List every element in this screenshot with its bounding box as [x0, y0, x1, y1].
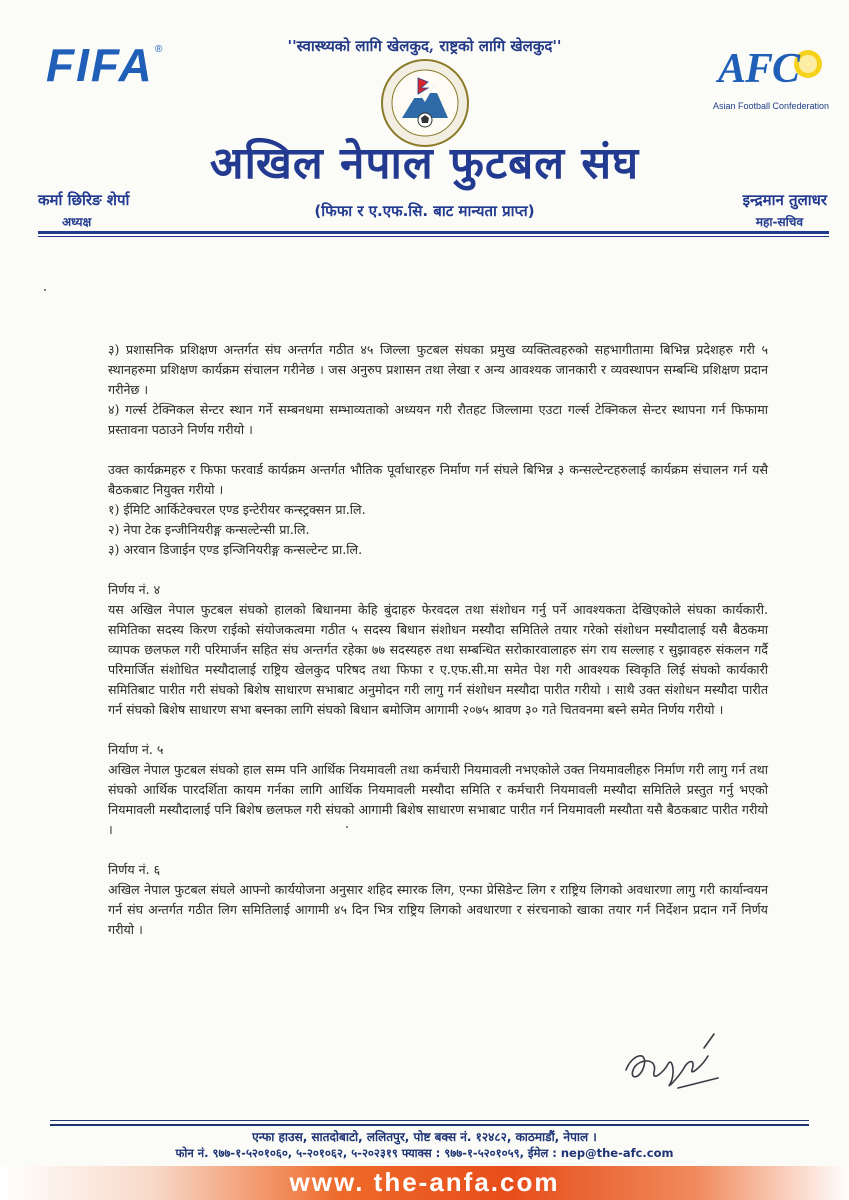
decision-6-paragraph: अखिल नेपाल फुटबल संघले आफ्नो कार्ययोजना अनुसार शहिद स्मारक लिग, एन्फा प्रेसिडेन्ट लिग र राष्ट्रिय लिगको अवधारणा लागु गरी कार्यान्वयन गर्न संघ अन्तर्गत गठीत लिग समितिलाई आगामी ४५ दिन भित्र राष्ट्रिय लिगको अवधारणा र संरचनाको खाका तयार गर्न निर्देशन प्रदान गर्ने निर्णय गरीयो । [108, 882, 768, 937]
president-name: कर्मा छिरिङ शेर्पा [38, 191, 130, 209]
decision-5-paragraph: अखिल नेपाल फुटबल संघको हाल सम्म पनि आर्थिक नियमावली तथा कर्मचारी नियमावली नभएकोले उक्त नियमावलीहरु निर्माण गरी लागु गर्न तथा संघको आर्थिक पारदर्शिता कायम गर्नका लागि आर्थिक नियमावली मस्यौदा समिति र कर्मचारी नियमावली मस्यौदा समितिले प्रस्तुत गर्नु भएको नियमावली मस्यौदालाई पनि बिशेष छलफल गरी संघको आगामी बिशेष साधारण सभाबाट पारीत गर्न नियमावली मस्यौता यसै बैठकबाट पारीत गरीयो । [108, 762, 768, 837]
president-title: अध्यक्ष [62, 215, 92, 229]
footer-website: www. the-anfa.com [289, 1167, 560, 1197]
fifa-registered-mark: ® [155, 44, 163, 55]
consultant-item: १) ईमिटि आर्किटेक्चरल एण्ड इन्टेरीयर कन्स्ट्रक्सन प्रा.लि. [108, 502, 366, 517]
decision-4-heading: निर्णय नं. ४ [108, 582, 161, 597]
afc-wordmark: AFC [718, 46, 800, 92]
scan-speck [44, 289, 46, 291]
general-secretary-title: महा-सचिव [755, 215, 803, 229]
header-divider-thin [38, 236, 829, 237]
slogan: ''स्वास्थ्यको लागि खेलकुद, राष्ट्रको लागि खेलकुद'' [287, 37, 562, 55]
recognition-note: (फिफा र ए.एफ.सि. बाट मान्यता प्राप्त) [314, 202, 535, 220]
item-4-paragraph: ४) गर्ल्स टेक्निकल सेन्टर स्थान गर्ने सम्बनधमा सम्भाव्यताको अध्ययन गरी रौतहट जिल्लामा एउटा गर्ल्स टेक्निकल सेन्टर स्थापना गर्न फिफामा प्रस्तावना पठाउने निर्णय गरीयो । [108, 402, 768, 437]
consultant-item: ३) अरवान डिजाईन एण्ड इन्जिनियरीङ्ग कन्सल्टेन्ट प्रा.लि. [108, 542, 363, 557]
anfa-seal-icon [380, 58, 470, 148]
signature-icon [618, 1028, 728, 1098]
footer-address: एन्फा हाउस, सातदोबाटो, ललितपुर, पोष्ट बक्स नं. १२४८२, काठमाडौं, नेपाल । [252, 1130, 597, 1144]
general-secretary-name: इन्द्रमान तुलाधर [742, 191, 827, 209]
item-3-paragraph: ३) प्रशासनिक प्रशिक्षण अन्तर्गत संघ अन्तर्गत गठीत ४५ जिल्ला फुटबल संघका प्रमुख व्यक्तित्वहरुको सहभागीतामा बिभिन्न प्रदेशहरु गरी ५ स्थानहरुमा प्रशिक्षण कार्यक्रम संचालन गरीनेछ । जस अनुरुप प्रशासन तथा लेखा र अन्य आवश्यक जानकारी र व्यवस्थापन सम्बन्धि प्रशिक्षण प्रदान गरीनेछ । [108, 342, 768, 397]
footer-divider [50, 1120, 809, 1121]
consultant-item: २) नेपा टेक इन्जीनियरीङ्ग कन्सल्टेन्सी प्रा.लि. [108, 522, 310, 537]
letter-body [108, 340, 768, 940]
organization-name: अखिल नेपाल फुटबल संघ [209, 138, 640, 189]
footer-divider-thick [50, 1124, 809, 1126]
decision-6-heading: निर्णय नं. ६ [108, 862, 161, 877]
consultants-intro: उक्त कार्यक्रमहरु र फिफा फरवार्ड कार्यक्रम अन्तर्गत भौतिक पूर्वाधारहरु निर्माण गर्न संघले बिभिन्न ३ कन्सल्टेन्टहरुलाई कार्यक्रम संचालन गर्न यसै बैठकबाट नियुक्त गरीयो । [108, 462, 768, 497]
afc-subtitle: Asian Football Confederation [712, 101, 830, 111]
fifa-logo: FIFA [46, 39, 154, 91]
decision-4-paragraph: यस अखिल नेपाल फुटबल संघको हालको बिधानमा केहि बुंदाहरु फेरवदल तथा संशोधन गर्नु पर्ने आवश्यकता देखिएकोले संघका कार्यकारी. समितिका सदस्य किरण राईको संयोजकत्वमा गठीत ५ सदस्य बिधान संशोधन मस्यौदा समितिले तयार गरेको संशोधन मस्यौदालाई यसै बैठकमा व्यापक छलफल गरी परिमार्जन सहित संघ अन्तर्गत रहेका ७७ सदस्यहरु तथा सम्बन्धित सरोकारवालाहरु संग राय सल्लाह र सुझावहरु संकलन गर्दै परिमार्जित संशोधित मस्यौदालाई राष्ट्रिय खेलकुद परिषद तथा फिफा र ए.एफ.सी.मा समेत पेश गरी आवश्यक स्विकृति लिई संघको कार्यकारी समितिबाट पारीत गरी संघको बिशेष साधारण सभाबाट अनुमोदन गरी लागु गर्न संशोधन मस्यौदा पारीत गरीयो । साथै उक्त संशोधन मस्यौदा पारीत गर्न संघको बिशेष साधारण सभा बस्नका लागि संघको बिधान बमोजिम आगामी २०७५ श्रावण ३० गते चितवनमा बस्ने समेत निर्णय गरीयो । [108, 602, 768, 717]
decision-5-heading: निर्याण नं. ५ [108, 742, 164, 757]
footer-contact: फोन नं. ९७७-१-५२०१०६०, ५-२०१०६२, ५-२०२३१९ फ्याक्स : ९७७-१-५२०१०५९, ईमेल : nep@the-afc.com [175, 1146, 674, 1160]
header-divider [38, 231, 829, 234]
